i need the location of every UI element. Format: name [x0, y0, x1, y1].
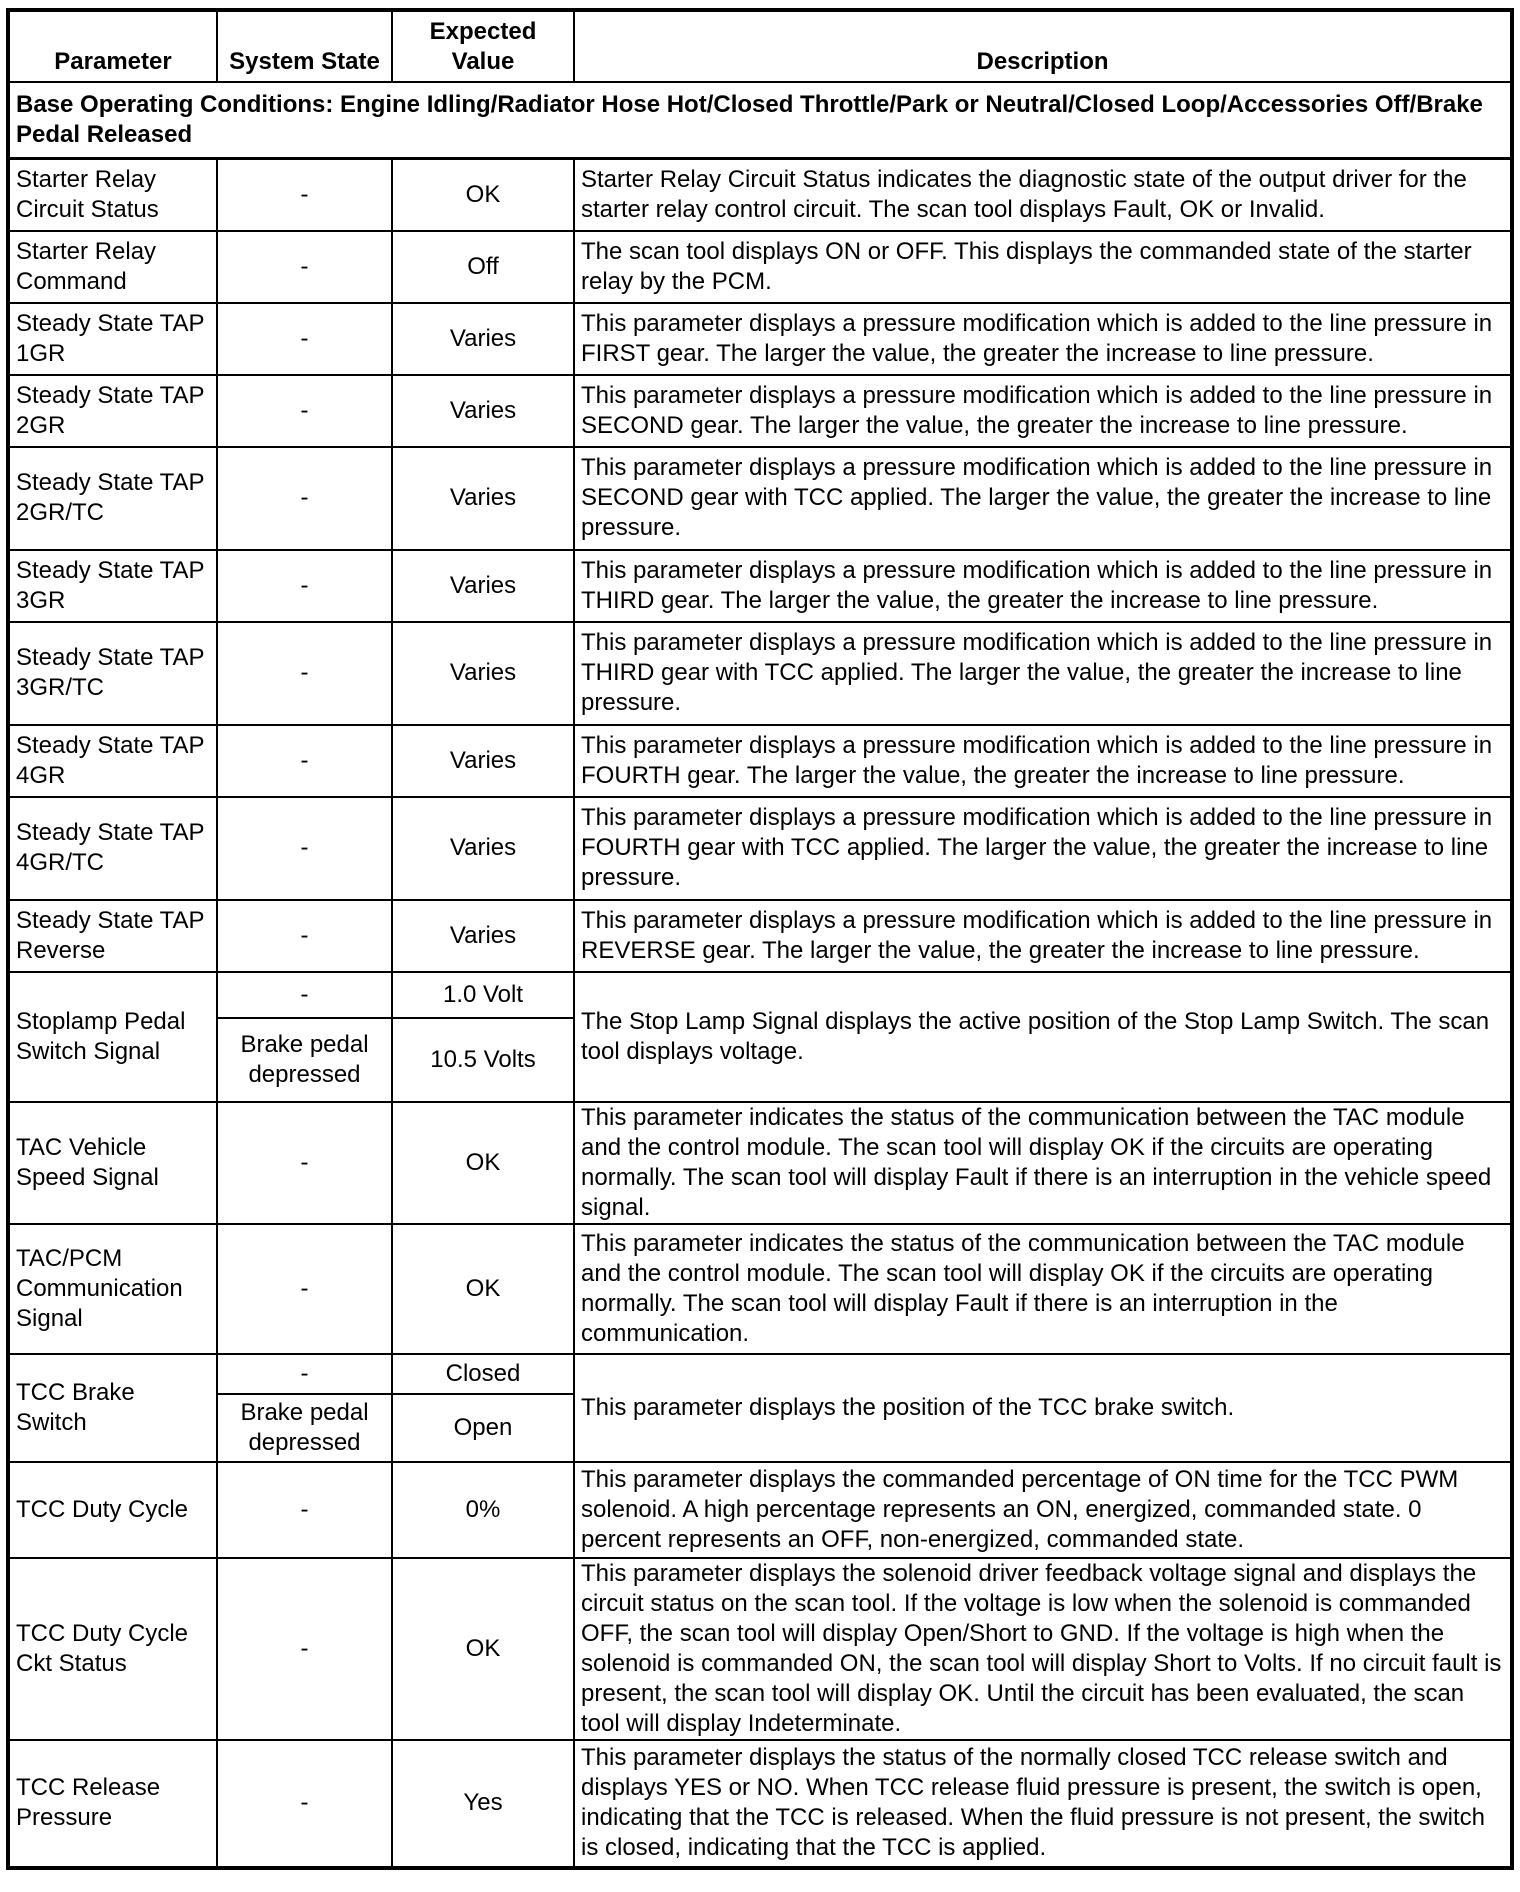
- parameter-name: Steady State TAP 2GR: [8, 375, 217, 447]
- expected-value: OK: [392, 1102, 574, 1224]
- expected-value: OK: [392, 1224, 574, 1354]
- description: This parameter displays the commanded percentage of ON time for the TCC PWM solenoid. A high percentage represents an ON, energized, commanded state. 0 percent represents an OFF, non-energized, commanded state.: [574, 1462, 1512, 1558]
- system-state: -: [217, 1558, 392, 1740]
- system-state: -: [217, 303, 392, 375]
- expected-value: Open: [392, 1394, 574, 1462]
- base-conditions-row: [8, 82, 1512, 159]
- expected-value: 1.0 Volt: [392, 972, 574, 1018]
- header-system-state: System State: [217, 10, 392, 82]
- expected-value: Varies: [392, 375, 574, 447]
- system-state: -: [217, 725, 392, 797]
- system-state: -: [217, 159, 392, 231]
- header-description: Description: [574, 10, 1512, 82]
- table-row: [8, 622, 1512, 725]
- system-state: -: [217, 1354, 392, 1394]
- description: This parameter displays a pressure modification which is added to the line pressure in FOURTH gear. The larger the value, the greater the increase to line pressure.: [574, 725, 1512, 797]
- description: The Stop Lamp Signal displays the active position of the Stop Lamp Switch. The scan tool displays voltage.: [574, 972, 1512, 1102]
- description: This parameter indicates the status of the communication between the TAC module and the control module. The scan tool will display OK if the circuits are operating normally. The scan tool will display Fault if there is an interruption in the communication.: [574, 1224, 1512, 1354]
- description: This parameter displays a pressure modification which is added to the line pressure in SECOND gear with TCC applied. The larger the value, the greater the increase to line pressure.: [574, 447, 1512, 550]
- system-state: Brake pedal depressed: [217, 1018, 392, 1102]
- table-row: [8, 1462, 1512, 1558]
- system-state: -: [217, 1224, 392, 1354]
- system-state: -: [217, 900, 392, 972]
- description: This parameter displays a pressure modification which is added to the line pressure in THIRD gear with TCC applied. The larger the value, the greater the increase to line pressure.: [574, 622, 1512, 725]
- table-row: [8, 900, 1512, 972]
- parameter-name: Steady State TAP 4GR: [8, 725, 217, 797]
- description: This parameter displays a pressure modification which is added to the line pressure in THIRD gear. The larger the value, the greater the increase to line pressure.: [574, 550, 1512, 622]
- table-row: [8, 159, 1512, 231]
- base-conditions: Base Operating Conditions: Engine Idling/Radiator Hose Hot/Closed Throttle/Park or Neutral/Closed Loop/Accessories Off/Brake Pedal Released: [8, 82, 1512, 159]
- table-row: [8, 303, 1512, 375]
- table-row: [8, 375, 1512, 447]
- system-state: -: [217, 972, 392, 1018]
- parameter-name: Starter Relay Command: [8, 231, 217, 303]
- parameter-name: Starter Relay Circuit Status: [8, 159, 217, 231]
- system-state: -: [217, 622, 392, 725]
- parameter-name: Steady State TAP 4GR/TC: [8, 797, 217, 900]
- table-row: [8, 1740, 1512, 1868]
- description: This parameter displays a pressure modification which is added to the line pressure in SECOND gear. The larger the value, the greater the increase to line pressure.: [574, 375, 1512, 447]
- table-row: [8, 550, 1512, 622]
- parameter-name: Steady State TAP 2GR/TC: [8, 447, 217, 550]
- parameter-name: TAC Vehicle Speed Signal: [8, 1102, 217, 1224]
- description: This parameter displays a pressure modification which is added to the line pressure in REVERSE gear. The larger the value, the greater the increase to line pressure.: [574, 900, 1512, 972]
- header-parameter: Parameter: [8, 10, 217, 82]
- description: This parameter displays a pressure modification which is added to the line pressure in FOURTH gear with TCC applied. The larger the value, the greater the increase to line pressure.: [574, 797, 1512, 900]
- parameter-name: Steady State TAP 1GR: [8, 303, 217, 375]
- parameter-name: Stoplamp Pedal Switch Signal: [8, 972, 217, 1102]
- system-state: -: [217, 550, 392, 622]
- table-row: [8, 1102, 1512, 1224]
- description: Starter Relay Circuit Status indicates the diagnostic state of the output driver for the starter relay control circuit. The scan tool displays Fault, OK or Invalid.: [574, 159, 1512, 231]
- expected-value: 0%: [392, 1462, 574, 1558]
- table-row: [8, 231, 1512, 303]
- expected-value: Yes: [392, 1740, 574, 1868]
- system-state: Brake pedal depressed: [217, 1394, 392, 1462]
- table-row: [8, 1354, 1512, 1394]
- expected-value: Varies: [392, 725, 574, 797]
- system-state: -: [217, 375, 392, 447]
- system-state: -: [217, 447, 392, 550]
- header-expected-value: Expected Value: [392, 10, 574, 82]
- table-row: [8, 797, 1512, 900]
- table-row: [8, 972, 1512, 1018]
- header-row: [8, 10, 1512, 82]
- description: This parameter displays a pressure modification which is added to the line pressure in FIRST gear. The larger the value, the greater the increase to line pressure.: [574, 303, 1512, 375]
- system-state: -: [217, 231, 392, 303]
- table-row: [8, 1558, 1512, 1740]
- parameter-name: Steady State TAP Reverse: [8, 900, 217, 972]
- expected-value: Varies: [392, 797, 574, 900]
- parameter-name: TCC Brake Switch: [8, 1354, 217, 1462]
- table-row: [8, 1224, 1512, 1354]
- description: The scan tool displays ON or OFF. This displays the commanded state of the starter relay by the PCM.: [574, 231, 1512, 303]
- expected-value: Varies: [392, 622, 574, 725]
- description: This parameter indicates the status of the communication between the TAC module and the control module. The scan tool will display OK if the circuits are operating normally. The scan tool will display Fault if there is an interruption in the vehicle speed signal.: [574, 1102, 1512, 1224]
- system-state: -: [217, 1462, 392, 1558]
- parameter-name: TAC/PCM Communication Signal: [8, 1224, 217, 1354]
- description: This parameter displays the solenoid driver feedback voltage signal and displays the circuit status on the scan tool. If the voltage is low when the solenoid is commanded OFF, the scan tool will display Open/Short to GND. If the voltage is high when the solenoid is commanded ON, the scan tool will display Short to Volts. If no circuit fault is present, the scan tool will display OK. Until the circuit has been evaluated, the scan tool will display Indeterminate.: [574, 1558, 1512, 1740]
- parameter-name: TCC Duty Cycle: [8, 1462, 217, 1558]
- expected-value: Varies: [392, 447, 574, 550]
- expected-value: 10.5 Volts: [392, 1018, 574, 1102]
- expected-value: Varies: [392, 900, 574, 972]
- system-state: -: [217, 797, 392, 900]
- table-row: [8, 447, 1512, 550]
- parameter-table: [6, 8, 1514, 1870]
- parameter-name: Steady State TAP 3GR/TC: [8, 622, 217, 725]
- parameter-name: TCC Duty Cycle Ckt Status: [8, 1558, 217, 1740]
- table-row: [8, 725, 1512, 797]
- expected-value: OK: [392, 159, 574, 231]
- description: This parameter displays the status of the normally closed TCC release switch and displays YES or NO. When TCC release fluid pressure is present, the switch is open, indicating that the TCC is released. When the fluid pressure is not present, the switch is closed, indicating that the TCC is applied.: [574, 1740, 1512, 1868]
- parameter-name: Steady State TAP 3GR: [8, 550, 217, 622]
- expected-value: OK: [392, 1558, 574, 1740]
- expected-value: Varies: [392, 303, 574, 375]
- parameter-name: TCC Release Pressure: [8, 1740, 217, 1868]
- system-state: -: [217, 1740, 392, 1868]
- description: This parameter displays the position of the TCC brake switch.: [574, 1354, 1512, 1462]
- expected-value: Off: [392, 231, 574, 303]
- expected-value: Varies: [392, 550, 574, 622]
- expected-value: Closed: [392, 1354, 574, 1394]
- system-state: -: [217, 1102, 392, 1224]
